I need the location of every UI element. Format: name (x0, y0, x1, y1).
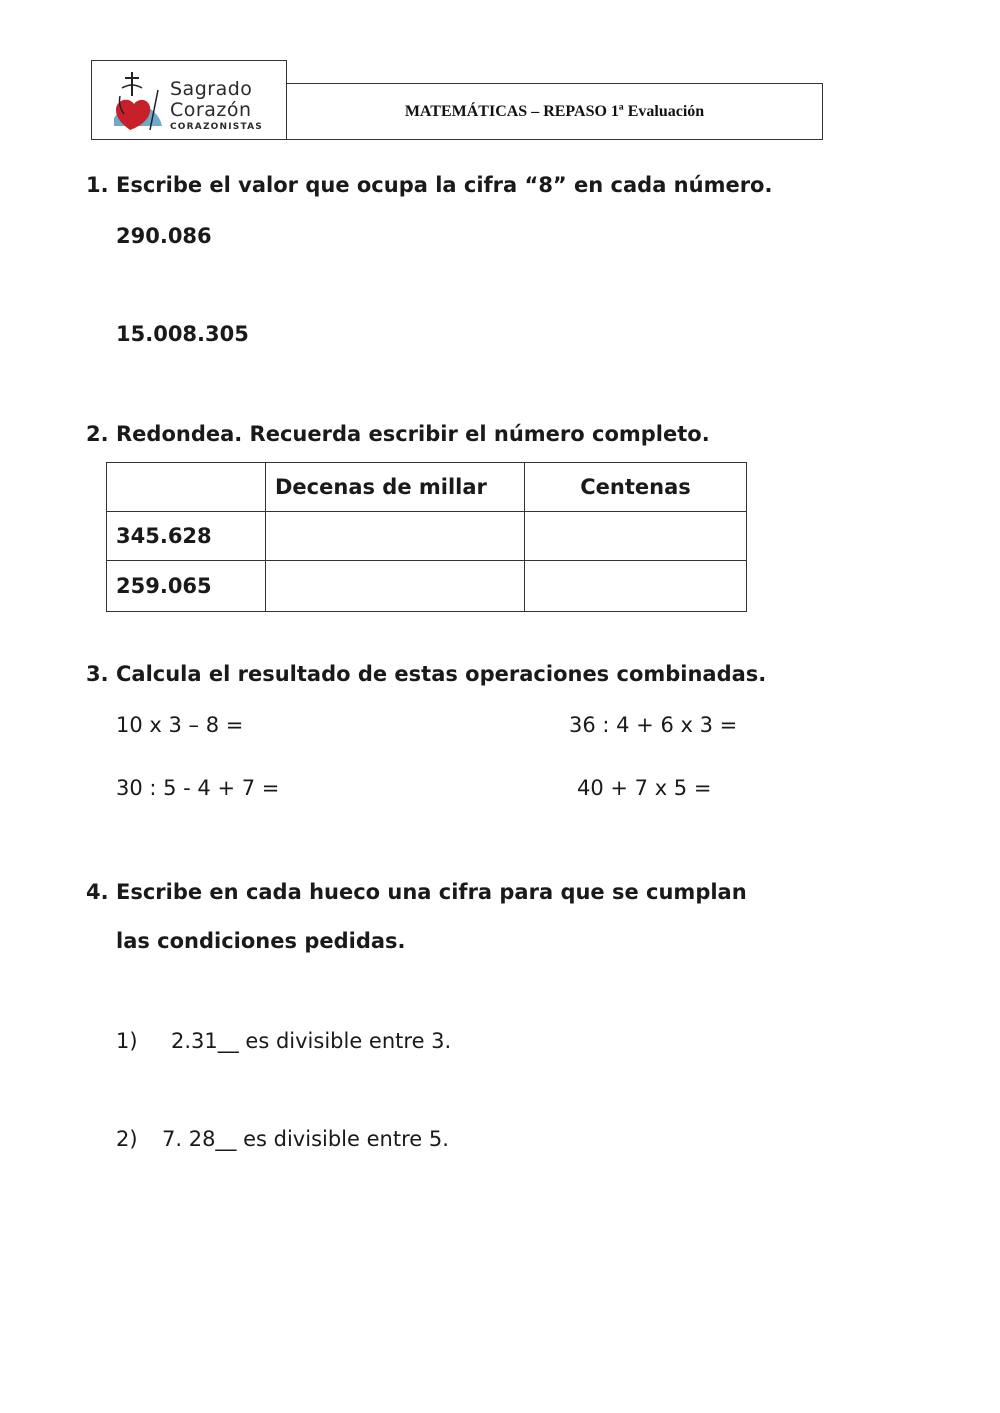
header-cell-decenas-de-millar: Decenas de millar (266, 463, 525, 512)
table-row (107, 512, 747, 561)
operation-3: 30 : 5 - 4 + 7 = (116, 776, 280, 800)
answer-cell[interactable] (266, 512, 525, 561)
q4-item-2-text: 7. 28__ es divisible entre 5. (162, 1127, 449, 1151)
table-header-row (107, 463, 747, 512)
q1-item-1: 290.086 (116, 224, 212, 248)
header-cell-empty (107, 463, 266, 512)
logo-line3: CORAZONISTAS (170, 122, 263, 132)
question-number: 3. (86, 662, 109, 686)
logo-line2: Corazón (170, 99, 252, 121)
operation-4: 40 + 7 x 5 = (577, 776, 712, 800)
q4-item-1-text: 2.31__ es divisible entre 3. (171, 1029, 452, 1053)
question-4 (86, 880, 747, 904)
operation-1: 10 x 3 – 8 = (116, 713, 244, 737)
question-2 (86, 422, 710, 446)
answer-cell[interactable] (525, 561, 747, 612)
question-text: Escribe en cada hueco una cifra para que se cumplan (116, 880, 747, 904)
question-4-text-line2: las condiciones pedidas. (116, 929, 406, 953)
rounding-table (106, 462, 747, 612)
table-row (107, 561, 747, 612)
question-number: 4. (86, 880, 109, 904)
page-title: MATEMÁTICAS – REPASO 1ª Evaluación (404, 102, 705, 120)
question-text: Calcula el resultado de estas operaciones combinadas. (116, 662, 767, 686)
answer-cell[interactable] (266, 561, 525, 612)
question-number: 2. (86, 422, 109, 446)
question-number: 1. (86, 173, 109, 197)
question-text: Escribe el valor que ocupa la cifra “8” en cada número. (116, 173, 773, 197)
q1-item-2: 15.008.305 (116, 322, 249, 346)
logo-line1: Sagrado (170, 78, 253, 100)
operation-2: 36 : 4 + 6 x 3 = (569, 713, 738, 737)
header-cell-centenas: Centenas (525, 463, 747, 512)
row-number-cell: 259.065 (107, 561, 266, 612)
title-box (287, 83, 823, 140)
question-3 (86, 662, 766, 686)
q4-item-2-label: 2) (116, 1127, 138, 1151)
question-text: Redondea. Recuerda escribir el número completo. (116, 422, 710, 446)
answer-cell[interactable] (525, 512, 747, 561)
q4-item-1-label: 1) (116, 1029, 138, 1053)
row-number-cell: 345.628 (107, 512, 266, 561)
school-logo-icon (110, 66, 168, 136)
question-1 (86, 173, 772, 197)
